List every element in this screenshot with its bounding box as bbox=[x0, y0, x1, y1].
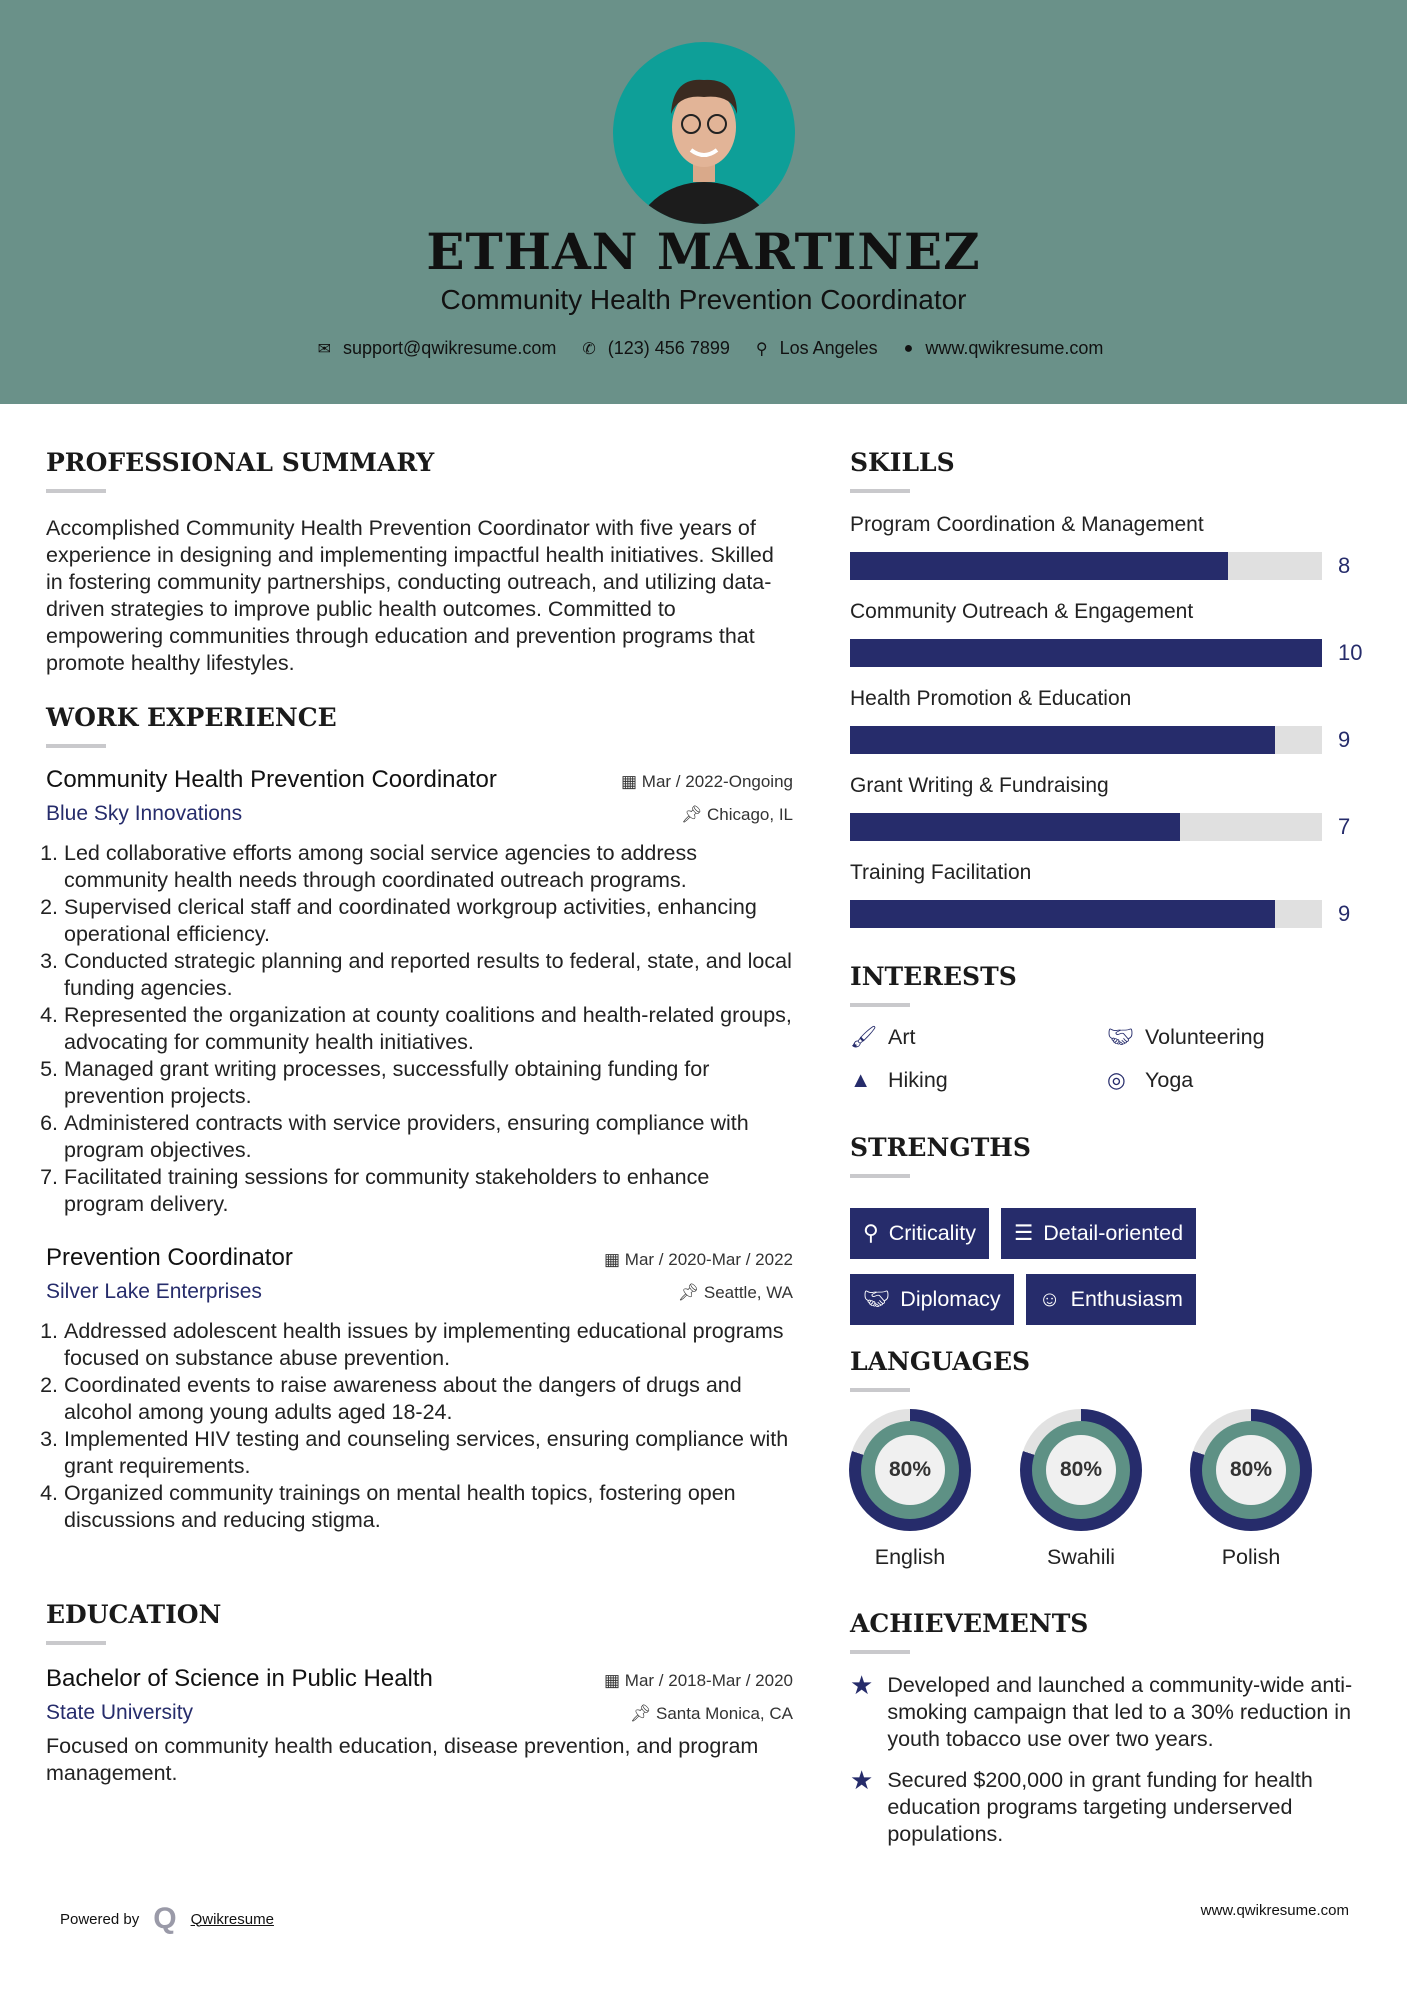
duty-item: 5. Managed grant writing processes, successfully obtaining funding for prevention projects. bbox=[64, 1056, 793, 1110]
language-name: Swahili bbox=[1046, 1545, 1116, 1569]
calendar-icon: ▦ bbox=[604, 1250, 625, 1269]
achievement-item: ★ Secured $200,000 in grant funding for health education programs targeting underserved populations. bbox=[850, 1765, 1313, 1846]
job-duties bbox=[46, 1318, 793, 1534]
tree-icon: ▲ bbox=[850, 1068, 872, 1092]
duty-item: 6. Administered contracts with service providers, ensuring compliance with program objectives. bbox=[64, 1110, 793, 1164]
language-percent: 80% bbox=[875, 1435, 945, 1505]
skill-value: 9 bbox=[1338, 727, 1351, 752]
duty-item: 4. Represented the organization at county coalitions and health-related groups, advocating for community health initiatives. bbox=[64, 1002, 793, 1056]
section-heading: STRENGTHS bbox=[850, 1133, 1031, 1162]
skill-bar-fill bbox=[850, 552, 1228, 580]
duty-item: 2. Coordinated events to raise awareness about the dangers of drugs and alcohol among young adults aged 18-24. bbox=[64, 1372, 793, 1426]
heading-underline bbox=[850, 489, 910, 493]
phone-icon: ✆ bbox=[582, 340, 596, 358]
skill-item bbox=[850, 600, 1380, 687]
section-heading: ACHIEVEMENTS bbox=[850, 1609, 1089, 1638]
job-title: Prevention Coordinator bbox=[46, 1244, 293, 1271]
job bbox=[46, 1244, 793, 1534]
skill-bar-fill bbox=[850, 726, 1275, 754]
job bbox=[46, 766, 793, 1218]
star-icon: ★ bbox=[850, 1765, 874, 1795]
calendar-icon: ▦ bbox=[604, 1671, 625, 1690]
strengths-section bbox=[850, 1133, 1380, 1325]
skill-label: Health Promotion & Education bbox=[850, 687, 1132, 710]
skill-label: Training Facilitation bbox=[850, 861, 1032, 884]
skill-item bbox=[850, 687, 1380, 774]
company: Blue Sky Innovations bbox=[46, 802, 243, 825]
section-heading: WORK EXPERIENCE bbox=[46, 703, 337, 732]
candidate-title: Community Health Prevention Coordinator bbox=[440, 284, 967, 315]
duty-item: 3. Implemented HIV testing and counseling services, ensuring compliance with grant requirements. bbox=[64, 1426, 793, 1480]
skill-item bbox=[850, 513, 1380, 600]
edu-location: Santa Monica, CA bbox=[655, 1704, 793, 1723]
education-section bbox=[46, 1600, 793, 1787]
work-section bbox=[46, 703, 793, 1534]
strength-chip: ☺ Enthusiasm bbox=[1026, 1274, 1196, 1325]
skill-value: 7 bbox=[1338, 814, 1351, 839]
heading-underline bbox=[850, 1650, 910, 1654]
envelope-icon: ✉ bbox=[317, 340, 331, 358]
skill-label: Grant Writing & Fundraising bbox=[850, 774, 1109, 797]
section-heading: PROFESSIONAL SUMMARY bbox=[46, 448, 435, 477]
edu-dates: Mar / 2018-Mar / 2020 bbox=[624, 1671, 793, 1690]
job-location: Seattle, WA bbox=[703, 1283, 793, 1302]
language-item bbox=[1171, 1409, 1331, 1570]
strength-chip: ⚲ Criticality bbox=[850, 1208, 989, 1259]
skill-bar bbox=[850, 813, 1322, 841]
calendar-icon: ▦ bbox=[621, 772, 642, 791]
achievement-item: ★ Developed and launched a community-wide anti-smoking campaign that led to a 30% reduction in youth tobacco use over two years. bbox=[850, 1670, 1353, 1751]
skill-value: 10 bbox=[1338, 640, 1363, 665]
job-title: Community Health Prevention Coordinator bbox=[46, 766, 497, 793]
map-marker-icon: ⚲ bbox=[755, 340, 768, 358]
skill-bar-fill bbox=[850, 900, 1275, 928]
footer-site[interactable]: www.qwikresume.com bbox=[1200, 1902, 1349, 1919]
lifebuoy-icon: ◎ bbox=[1107, 1068, 1126, 1092]
skill-bar-fill bbox=[850, 813, 1180, 841]
star-icon: ★ bbox=[850, 1670, 874, 1700]
job-dates: Mar / 2022-Ongoing bbox=[641, 772, 793, 791]
list-icon: ☰ bbox=[1013, 1221, 1034, 1245]
job-dates: Mar / 2020-Mar / 2022 bbox=[624, 1250, 793, 1269]
phone[interactable]: (123) 456 7899 bbox=[607, 338, 730, 358]
job-location: Chicago, IL bbox=[707, 805, 793, 824]
language-donut bbox=[1020, 1409, 1142, 1531]
skills-section bbox=[850, 448, 1380, 948]
summary-section bbox=[46, 448, 793, 677]
footer-powered bbox=[60, 1902, 274, 1936]
interests-section bbox=[850, 962, 1380, 1093]
paintbrush-icon: 🖌︎ bbox=[850, 1025, 878, 1049]
email[interactable]: support@qwikresume.com bbox=[343, 338, 557, 358]
heading-underline bbox=[46, 744, 106, 748]
skill-value: 8 bbox=[1338, 553, 1351, 578]
skill-bar bbox=[850, 639, 1322, 667]
language-name: English bbox=[874, 1545, 946, 1569]
skill-bar bbox=[850, 552, 1322, 580]
duty-item: 4. Organized community trainings on mental health topics, fostering open discussions and reducing stigma. bbox=[64, 1480, 793, 1534]
language-percent: 80% bbox=[1216, 1435, 1286, 1505]
heading-underline bbox=[850, 1003, 910, 1007]
search-icon: ⚲ bbox=[863, 1221, 879, 1245]
candidate-name: ETHAN MARTINEZ bbox=[426, 222, 981, 281]
section-heading: LANGUAGES bbox=[850, 1347, 1031, 1376]
languages-section bbox=[850, 1347, 1380, 1587]
language-donut bbox=[1190, 1409, 1312, 1531]
achievements-section bbox=[850, 1609, 1370, 1862]
strength-chip: 🤝︎ Diplomacy bbox=[850, 1274, 1014, 1325]
language-donut bbox=[849, 1409, 971, 1531]
degree: Bachelor of Science in Public Health bbox=[46, 1665, 433, 1692]
contact-bar bbox=[0, 338, 1407, 359]
section-heading: SKILLS bbox=[850, 448, 955, 477]
duty-item: 7. Facilitated training sessions for community stakeholders to enhance program delivery. bbox=[64, 1164, 793, 1218]
summary-text: Accomplished Community Health Prevention Coordinator with five years of experience in designing and implementing impactful health initiatives. Skilled in fostering community partnerships, conducting outreach, and utilizing data-driven strategies to improve public health outcomes. Committed to empowering communities through education and prevention programs that promote healthy lifestyles. bbox=[46, 516, 774, 675]
job-duties bbox=[46, 840, 793, 1218]
skill-bar-fill bbox=[850, 639, 1322, 667]
section-heading: INTERESTS bbox=[850, 962, 1017, 991]
smile-icon: ☺ bbox=[1038, 1287, 1061, 1311]
skill-bar bbox=[850, 726, 1322, 754]
skill-item bbox=[850, 774, 1380, 861]
skill-label: Community Outreach & Engagement bbox=[850, 600, 1194, 623]
header bbox=[0, 0, 1407, 404]
duty-item: 2. Supervised clerical staff and coordinated workgroup activities, enhancing operational efficiency. bbox=[64, 894, 793, 948]
interest-item: ▲ Hiking bbox=[850, 1068, 948, 1092]
powered-by-label: Powered by bbox=[60, 1910, 140, 1928]
strength-chip: ☰ Detail-oriented bbox=[1001, 1208, 1196, 1259]
language-percent: 80% bbox=[1046, 1435, 1116, 1505]
edu-text: Focused on community health education, disease prevention, and program management. bbox=[46, 1734, 759, 1785]
language-item bbox=[830, 1409, 990, 1570]
heading-underline bbox=[850, 1174, 910, 1178]
pin-icon: 📌︎ bbox=[629, 1704, 656, 1723]
skill-value: 9 bbox=[1338, 901, 1351, 926]
skill-item bbox=[850, 861, 1380, 948]
profile-photo bbox=[613, 42, 795, 224]
interest-item: ◎ Yoga bbox=[1107, 1068, 1194, 1092]
skill-label: Program Coordination & Management bbox=[850, 513, 1204, 536]
duty-item: 3. Conducted strategic planning and reported results to federal, state, and local funding agencies. bbox=[64, 948, 793, 1002]
heading-underline bbox=[46, 1641, 106, 1645]
handshake-icon: 🤝︎ bbox=[863, 1287, 891, 1311]
interest-item: 🖌︎ Art bbox=[850, 1025, 916, 1049]
pin-icon: 📌︎ bbox=[677, 1283, 704, 1302]
location: Los Angeles bbox=[779, 338, 878, 358]
heading-underline bbox=[850, 1388, 910, 1392]
language-item bbox=[1001, 1409, 1161, 1570]
handshake-icon: 🤝︎ bbox=[1107, 1025, 1135, 1049]
duty-item: 1. Led collaborative efforts among social service agencies to address community health needs through coordinated outreach programs. bbox=[64, 840, 793, 894]
brand-link[interactable]: Qwikresume bbox=[190, 1910, 274, 1928]
qwikresume-logo-icon: Q bbox=[153, 1902, 177, 1935]
company: Silver Lake Enterprises bbox=[46, 1280, 262, 1303]
section-heading: EDUCATION bbox=[46, 1600, 222, 1629]
school: State University bbox=[46, 1701, 194, 1724]
pin-icon: 📌︎ bbox=[680, 805, 707, 824]
heading-underline bbox=[46, 489, 106, 493]
skill-bar bbox=[850, 900, 1322, 928]
interest-item: 🤝︎ Volunteering bbox=[1107, 1025, 1265, 1049]
language-name: Polish bbox=[1221, 1545, 1281, 1569]
website[interactable]: www.qwikresume.com bbox=[925, 338, 1104, 358]
duty-item: 1. Addressed adolescent health issues by implementing educational programs focused on substance abuse prevention. bbox=[64, 1318, 793, 1372]
globe-icon: ● bbox=[903, 339, 914, 357]
